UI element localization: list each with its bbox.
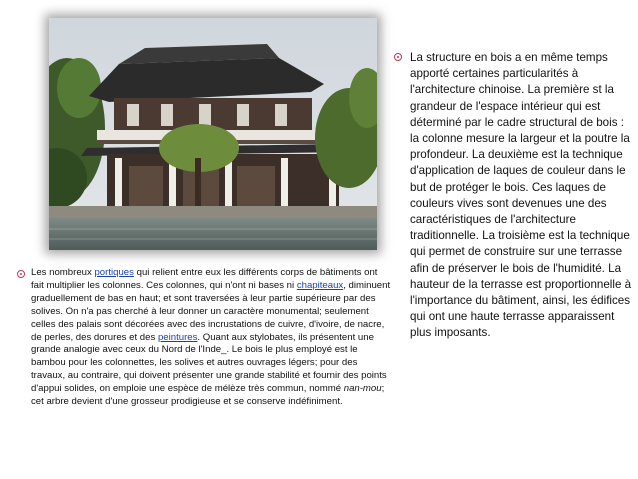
- left-text-3: , diminuent graduellement de bas en haut; et sont traversées à leur partie supérieure par des solives. On n'a pas cherché à leur donner un caractère monumental; seulement celles des palais sont décorées avec des incrustations de cuivre, d'ivoire, de nacre, de perles, des dorures et des: [31, 279, 391, 343]
- left-text-5: ; cet arbre devient d'une grosseur prodigieuse et se conserve indéfiniment.: [31, 383, 385, 408]
- link-chapiteaux[interactable]: chapiteaux: [296, 279, 344, 291]
- link-peintures[interactable]: peintures: [157, 331, 198, 343]
- left-text-4: . Quant aux stylobates, ils présentent une grande analogie avec ceux du Nord de l'Inde_. Le bois le plus employé est le bambou pour les colonnettes, les solives et autres ouvrages légers; pour des travaux, au contraire, qui doivent présenter une grande stabilité et fournir des points d'appui solides, on emploie une espèce de mélèze très commun, nommé: [31, 331, 387, 395]
- link-portiques[interactable]: portiques: [94, 267, 134, 278]
- right-paragraph: La structure en bois a en même temps apporté certaines particularités à l'architecture chinoise. La première st la grandeur de l'espace intérieur qui est déterminé par le cadre structural de bois : la colonne mesure la largeur et la poutre la profondeur. La deuxième est la technique d'application de laques de couleur dans le but de protéger le bois. Ces laques de couleurs vives sont devenues une des caractéristiques de l'architecture traditionnelle. La troisième est la technique qui permet de construire sur une terrasse afin de préserver le bois de l'humidité. La hauteur de la terrasse est proportionnelle à l'importance du bâtiment, ainsi, les édifices qui ont une haute terrasse apparaissent plus imposants.: [410, 51, 632, 340]
- left-text-italic: nan-mou: [343, 383, 382, 395]
- pavilion-photo: [49, 18, 377, 250]
- left-text-1: Les nombreux: [31, 267, 95, 278]
- chinese-pavilion-photo-icon: [49, 18, 377, 250]
- bullet-icon: [17, 270, 25, 278]
- left-text-2: qui relient entre eux les différents corps de bâtiments ont fait multiplier les colonnes. Ces colonnes, qui n'ont ni bases ni: [31, 267, 378, 291]
- bullet-icon: [394, 53, 402, 61]
- left-paragraph: [31, 267, 391, 409]
